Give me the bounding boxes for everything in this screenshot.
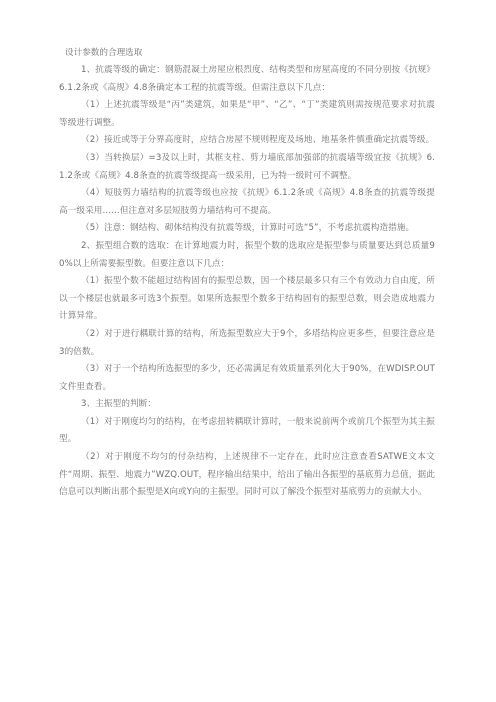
paragraph: 2、振型组合数的选取：在计算地震力时，振型个数的选取应是振型参与质量要达到总质量90%以上所需要振型数。但要注意以下几点： — [59, 240, 435, 269]
paragraph: （1）上述抗震等级是“丙”类建筑，如果是“甲”、“乙”、“丁”类建筑则需按规范要求对抗震等级进行调整。 — [59, 100, 435, 128]
paragraph: （2）对于进行耦联计算的结构，所选振型数应大于9个，多塔结构应更多些，但要注意应是3的倍数。 — [59, 328, 435, 357]
paragraph: （3）当转换层）=3及以上时，其框支柱、剪力墙底部加强部的抗震墙等级宜按《抗规》6.1.2条或《高规》4.8条查的抗震等级提高一级采用，已为特一级时可不调整。 — [59, 152, 435, 181]
paragraph: 1、抗震等级的确定：钢筋混凝土房屋应根烈度、结构类型和房屋高度的不同分别按《抗规》6.1.2条或《高规》4.8条确定本工程的抗震等级。但需注意以下几点： — [59, 65, 435, 93]
paragraph: （1）对于刚度均匀的结构，在考虑扭转耦联计算时，一般来说前两个或前几个振型为其主振型。 — [59, 416, 435, 445]
paragraph: （1）振型个数不能超过结构固有的振型总数，因一个楼层最多只有三个有效动力自由度，所以一个楼层也就最多可选3个振型。如果所选振型个数多于结构固有的振型总数，则会造成地震力计算异常。 — [59, 276, 435, 322]
paragraph: （2）对于刚度不均匀的付杂结构，上述规律不一定存在，此时应注意查看SATWE文本文件“周期、振型、地震力”WZQ.OUT，程序输出结果中，给出了输出各振型的基底剪力总值，据此信息可以判断出那个振型是X向或Y向的主振型。同时可以了解没个振型对基底剪力的贡献大小。 — [59, 452, 435, 498]
paragraph: 3、主振型的判断： — [81, 399, 157, 410]
paragraph: （4）短肢剪力墙结构的抗震等级也应按《抗规》6.1.2条或《高规》4.8条查的抗震等级提高一级采用……但注意对多层短肢剪力墙结构可不提高。 — [59, 188, 435, 216]
document-body — [59, 44, 435, 502]
document-title: 设计参数的合理选取 — [65, 48, 143, 58]
paragraph: （5）注意：钢结构、砌体结构没有抗震等级，计算时可选“5”，不考虑抗震构造措施。 — [81, 223, 415, 234]
paragraph: （2）接近或等于分界高度时，应结合房屋不规则程度及场地、地基条件慎重确定抗震等级。 — [81, 135, 435, 146]
paragraph: （3）对于一个结构所选振型的多少，还必需满足有效质量系列化大于90%，在WDISP.OUT文件里查看。 — [59, 364, 435, 392]
